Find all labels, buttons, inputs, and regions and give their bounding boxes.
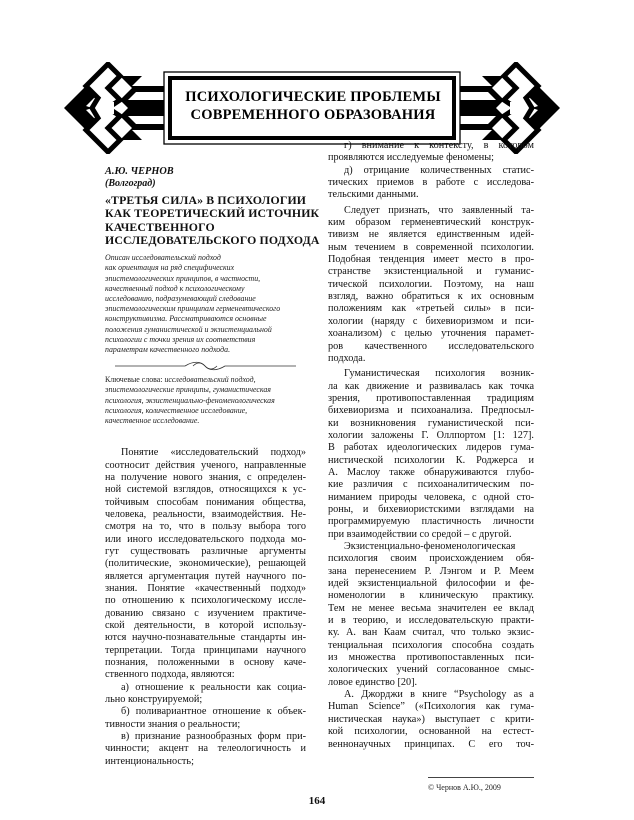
page-number: 164	[308, 795, 326, 807]
text-line: тойчивым способам понимания общества,	[105, 496, 306, 508]
abstract-line: положения гуманистической и экзистенциальной	[105, 324, 272, 334]
abstract-line: психологии с точки зрения их соответствия	[105, 334, 256, 344]
text-line: А. Джорджи в книге “Psychology as a	[344, 689, 534, 701]
text-line: номенологии в клиническую практику.	[328, 590, 534, 602]
list-item-g: г) внимание к контексту, в котором	[344, 140, 534, 151]
text-line: гут существовать различные аргументы	[105, 545, 306, 557]
text-line: программируемую пластичность личности	[328, 516, 534, 528]
keywords-text: эпистемологические принципы, гуманистическая	[105, 385, 271, 395]
text-line: дованию связано с изучением практиче-	[105, 607, 306, 619]
text-line: В работах идеологических лидеров гума-	[328, 442, 534, 454]
abstract-line: конструктивизма. Рассматриваются основные	[105, 314, 267, 324]
keywords-text: психология, количественное исследование,	[105, 405, 248, 415]
text-line: зрения, противопоставленная традициям	[328, 392, 534, 404]
text-line: взгляд, важно обратиться к их основным	[328, 291, 534, 303]
text-line: хологии заложены Г. Оллпортом [1: 127].	[328, 429, 534, 441]
abstract-line: Описан исследовательский подход	[105, 253, 221, 263]
intro-paragraph	[105, 447, 306, 768]
text-line: ской деятельности, в которой использу-	[105, 620, 306, 632]
text-line: тической психологии. Поэтому, на наш	[328, 278, 534, 290]
text-line: подхода.	[328, 352, 366, 364]
keywords-text: качественное исследование.	[105, 416, 200, 426]
text-line: является аргументация путей научного по-	[105, 570, 306, 582]
text-line: ной системой взглядов, относящихся к ус-	[105, 484, 306, 496]
text-line: ловое единство [20].	[328, 676, 418, 688]
text-line: Гуманистическая психология возник-	[344, 368, 534, 380]
article-title-line: КАК ТЕОРЕТИЧЕСКИЙ ИСТОЧНИК	[105, 206, 320, 221]
text-line: положениям как «третьей силы» в пси-	[328, 303, 534, 315]
list-item-c-cont: чинности; акцент на телеологичность и	[105, 743, 306, 755]
text-line: ку. А. ван Каам считал, что только экзис-	[328, 627, 534, 639]
author-city: (Волгоград)	[105, 178, 156, 189]
keywords-text: исследовательский подход,	[162, 375, 256, 385]
abstract-line: качественный подход к психологическому	[105, 283, 245, 293]
text-line: А. Маслоу также обнаруживаются глубо-	[328, 466, 534, 478]
text-line: ственного подхода, являются:	[105, 669, 235, 681]
text-line: при взаимодействии со средой – с другой.	[328, 528, 512, 540]
text-line: нистическая наука») выступает с крити-	[328, 713, 534, 725]
text-line: ким образом герменевтический конструк-	[328, 217, 534, 229]
text-line: Human Science” («Психология как гума-	[328, 701, 534, 713]
text-line: или иного исследовательского подхода мо-	[105, 533, 306, 545]
abstract-line: параметрам качественного подхода.	[105, 345, 231, 355]
abstract-line: эпистемологических принципов, в частности,	[105, 273, 261, 283]
text-line: ются научно-познавательные стандарты ин-	[105, 632, 306, 644]
list-item-c-cont: интенциональность;	[105, 755, 194, 767]
list-item-d: д) отрицание количественных статис-	[344, 164, 534, 176]
text-line: Тем не менее весьма значителен ее вклад	[328, 602, 534, 614]
text-line: хоанализом) с целью уточнения парамет-	[328, 328, 534, 340]
text-line: Подобная тенденция имеет место в про-	[328, 254, 534, 266]
copyright-notice: © Чернов А.Ю., 2009	[428, 783, 501, 792]
text-line: (политические, экономические), решающей	[105, 558, 306, 570]
text-line: на получение нового знания, с определен-	[105, 471, 306, 483]
list-item-a: а) отношение к реальности как социа-	[121, 681, 306, 693]
text-line: знания. Понятие «качественный подход»	[105, 583, 306, 595]
keywords-line-1	[105, 375, 306, 385]
text-line: соотносит действия ученого, направленные	[105, 459, 306, 471]
text-line: ки возникновения гуманистической пси-	[328, 417, 534, 429]
right-column	[328, 140, 534, 751]
text-line: ным течением в современной психологии.	[328, 241, 534, 253]
text-line: тивизм не является единственным идей-	[328, 229, 534, 241]
text-line: зана перенесением Р. Лэнгом и Р. Меем	[328, 565, 534, 577]
left-column	[105, 166, 320, 768]
list-item-g-cont: проявляются исследуемые феномены;	[328, 152, 494, 164]
text-line: кие различия с психоаналитическим по-	[328, 479, 534, 491]
text-line: идей экзистенциальной философии и фе-	[328, 578, 534, 590]
text-line: тенциальная психология способна создать	[328, 639, 534, 651]
keywords-label: Ключевые слова:	[105, 375, 163, 385]
list-item-c: в) признание разнообразных форм при-	[121, 731, 306, 743]
text-line: человека, реальности, взаимодействия. Не-	[105, 508, 306, 520]
text-line: роны, и бихевиористскими взглядами на	[328, 503, 534, 515]
text-line: Понятие «исследовательский подход»	[121, 447, 306, 459]
text-line: кой психологии, основанной на естест-	[328, 726, 534, 738]
keywords-text: психология, экзистенциально-феноменологическая	[105, 395, 275, 405]
text-line: хологических учений согласованное смыс-	[328, 664, 534, 676]
section-title-line-2: СОВРЕМЕННОГО ОБРАЗОВАНИЯ	[190, 107, 436, 123]
list-item-d-cont: тельскими данными.	[328, 189, 419, 201]
text-line: психология своим происхождением обя-	[328, 553, 534, 565]
section-title	[180, 88, 446, 124]
article-title-line: «ТРЕТЬЯ СИЛА» В ПСИХОЛОГИИ	[105, 193, 307, 207]
article-title-line: КАЧЕСТВЕННОГО	[105, 219, 215, 234]
text-line: терпретации. Тогда принципами научного	[105, 644, 306, 656]
text-line: хологии (наряду с бихевиоризмом и пси-	[328, 315, 534, 327]
text-line: ров качественного исследовательского	[328, 340, 534, 352]
keywords	[105, 375, 306, 426]
footnote-rule	[428, 777, 534, 778]
list-item-a-cont: льно конструируемой;	[105, 694, 203, 706]
text-line: из множества противопоставленных пси-	[328, 652, 534, 664]
text-line: нистической психологии К. Роджерса и	[328, 454, 534, 466]
abstract-line: исследованию, подразумевающий следование	[105, 294, 256, 303]
text-line: странстве экзистенциальной и гуманис-	[328, 266, 534, 278]
text-line: ла как движение и развивалась как точка	[328, 380, 534, 392]
article-title-line: ИССЛЕДОВАТЕЛЬСКОГО ПОДХОДА	[105, 232, 320, 247]
list-item-d-cont: тических приемов в работе с исследова-	[328, 177, 534, 189]
text-line: познания, положенными в основу каче-	[105, 657, 306, 669]
text-line: смотря на то, что в пользу выбора того	[105, 521, 306, 533]
text-line: по отношению к психологическому иссле-	[105, 595, 306, 607]
abstract-line: как ориентация на ряд специфических	[105, 263, 235, 273]
text-line: веннонаучных принципах. С его точ-	[328, 738, 534, 750]
text-line: Следует признать, что заявленный та-	[344, 204, 534, 216]
section-title-line-1: ПСИХОЛОГИЧЕСКИЕ ПРОБЛЕМЫ	[185, 89, 441, 105]
text-line: и в теорию, и исследовательскую практи-	[328, 615, 534, 627]
text-line: Экзистенциально-феноменологическая	[344, 541, 516, 552]
list-item-b-cont: тивности знания о реальности;	[105, 718, 241, 730]
author-name: А.Ю. ЧЕРНОВ	[105, 166, 174, 177]
list-item-b: б) поливариантное отношение к объек-	[121, 706, 306, 718]
divider-ornament-icon	[105, 360, 306, 372]
text-line: бихевиоризма и психоанализа. Предпосыл-	[328, 405, 534, 417]
abstract	[105, 253, 306, 355]
article-title	[105, 193, 320, 247]
text-line: ниманием природы человека, с одной сто-	[328, 491, 534, 503]
abstract-line: эпистемологическим принципам герменевтического	[105, 304, 281, 314]
